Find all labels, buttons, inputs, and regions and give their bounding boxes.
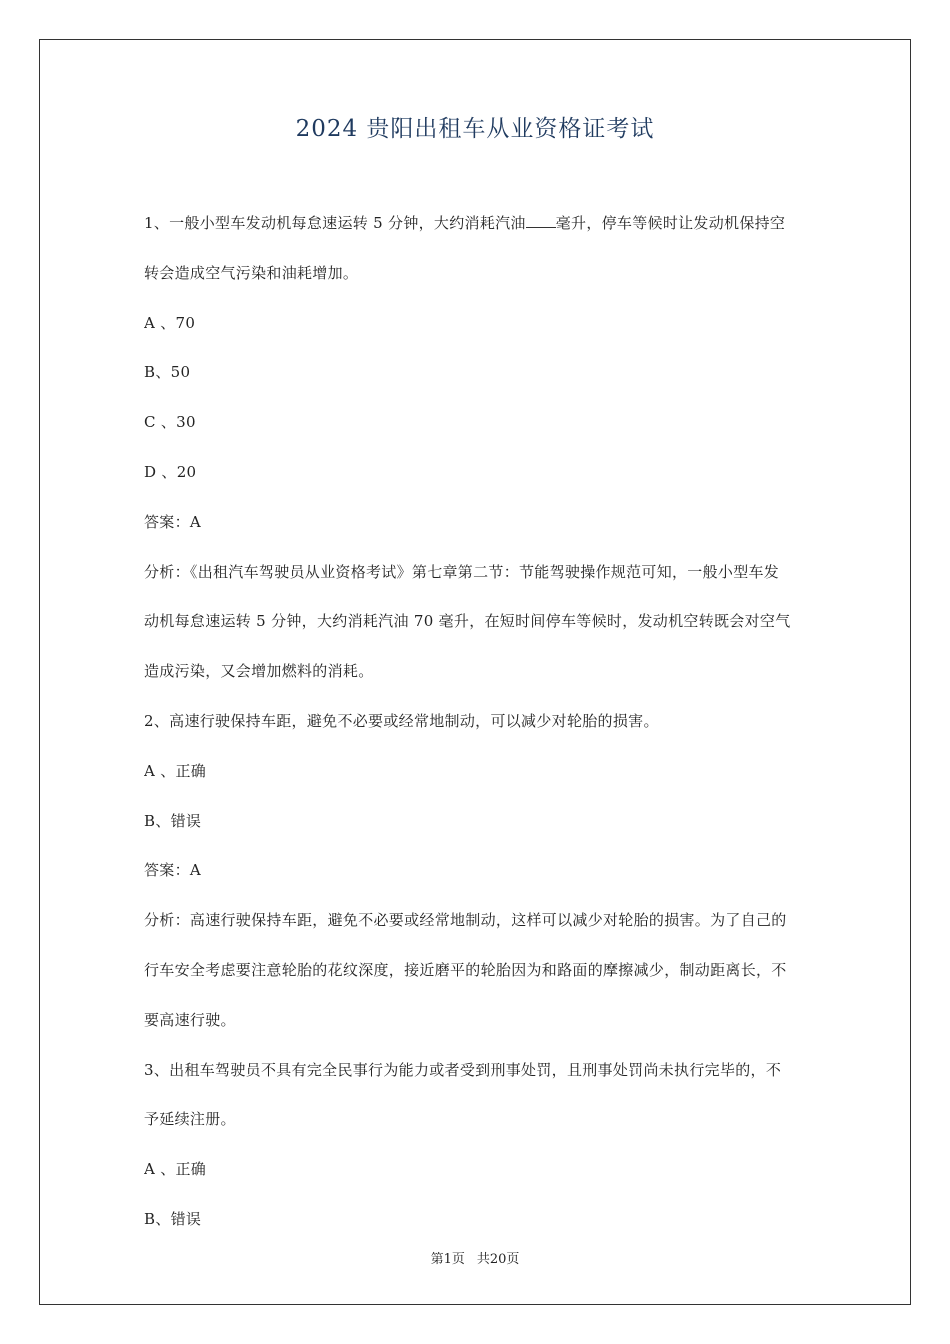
document-body <box>144 199 810 1245</box>
option-a: A 、70 <box>144 313 196 332</box>
option-a: A 、正确 <box>144 1160 207 1179</box>
analysis-line: 行车安全考虑要注意轮胎的花纹深度，接近磨平的轮胎因为和路面的摩擦减少，制动距离长，不 <box>144 960 787 979</box>
page-total: 共20页 <box>476 1252 520 1267</box>
question-stem: 予延续注册。 <box>144 1110 236 1129</box>
page-number: 第1页 <box>430 1252 465 1267</box>
answer: 答案：A <box>144 861 202 880</box>
page-footer <box>0 1248 950 1267</box>
question-2 <box>144 697 810 1046</box>
analysis-line: 动机每怠速运转 5 分钟，大约消耗汽油 70 毫升，在短时间停车等候时，发动机空转既会对空气 <box>144 612 791 631</box>
option-c: C 、30 <box>144 413 196 432</box>
analysis-line: 分析：高速行驶保持车距，避免不必要或经常地制动，这样可以减少对轮胎的损害。为了自己的 <box>144 911 787 930</box>
question-stem: 转会造成空气污染和油耗增加。 <box>144 263 359 282</box>
question-1 <box>144 199 810 697</box>
analysis-line: 分析：《出租汽车驾驶员从业资格考试》第七章第二节：节能驾驶操作规范可知，一般小型车发 <box>144 562 780 581</box>
fill-in-blank <box>526 212 556 228</box>
question-stem: 3、出租车驾驶员不具有完全民事行为能力或者受到刑事处罚，且刑事处罚尚未执行完毕的，不 <box>144 1060 782 1079</box>
question-stem: 1、一般小型车发动机每怠速运转 5 分钟，大约消耗汽油 毫升，停车等候时让发动机保持空 <box>144 214 786 232</box>
option-b: B、错误 <box>144 811 202 830</box>
option-b: B、错误 <box>144 1209 202 1228</box>
option-b: B、50 <box>144 363 191 382</box>
option-a: A 、正确 <box>144 761 207 780</box>
analysis-line: 要高速行驶。 <box>144 1010 236 1029</box>
question-stem: 2、高速行驶保持车距，避免不必要或经常地制动，可以减少对轮胎的损害。 <box>144 711 659 730</box>
analysis-line: 造成污染，又会增加燃料的消耗。 <box>144 662 374 681</box>
question-3 <box>144 1046 810 1245</box>
option-d: D 、20 <box>144 462 197 481</box>
document-title: 2024 贵阳出租车从业资格证考试 <box>295 116 655 142</box>
answer: 答案：A <box>144 512 202 531</box>
